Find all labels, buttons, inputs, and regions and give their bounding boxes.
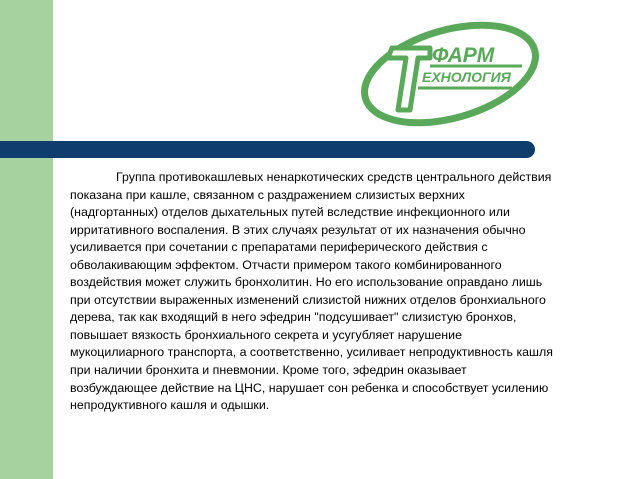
pharmtechnology-logo: [352, 18, 542, 130]
logo-text-pharm: ФАРМ: [432, 44, 495, 67]
body-paragraph: Группа противокашлевых ненаркотических средств центрального действия показана при кашле, связанном с раздражением слизистых верхних (надгортанных) отделов дыхательных путей вследствие инфекционного или ирритативного воспаления. В этих случаях результат от их назначения обычно усиливается при сочетании с препаратами периферического действия с обволакивающим эффектом. Отчасти примером такого комбинированного воздействия может служить бронхолитин. Но его использование оправдано лишь при отсутствии выраженных изменений слизистой нижних отделов бронхиального дерева, так как входящий в него эфедрин "подсушивает" слизистую бронхов, повышает вязкость бронхиального секрета и усугубляет нарушение мукоцилиарного транспорта, а соответственно, усиливает непродуктивность кашля при наличии бронхита и пневмонии. Кроме того, эфедрин оказывает возбуждающее действие на ЦНС, нарушает сон ребенка и способствует усилению непродуктивного кашля и одышки.: [70, 170, 553, 413]
header-divider-bar: [0, 141, 535, 158]
logo-text-technology: ЕХНОЛОГИЯ: [422, 69, 511, 85]
header-area: [53, 0, 638, 141]
left-green-band: [0, 0, 53, 479]
